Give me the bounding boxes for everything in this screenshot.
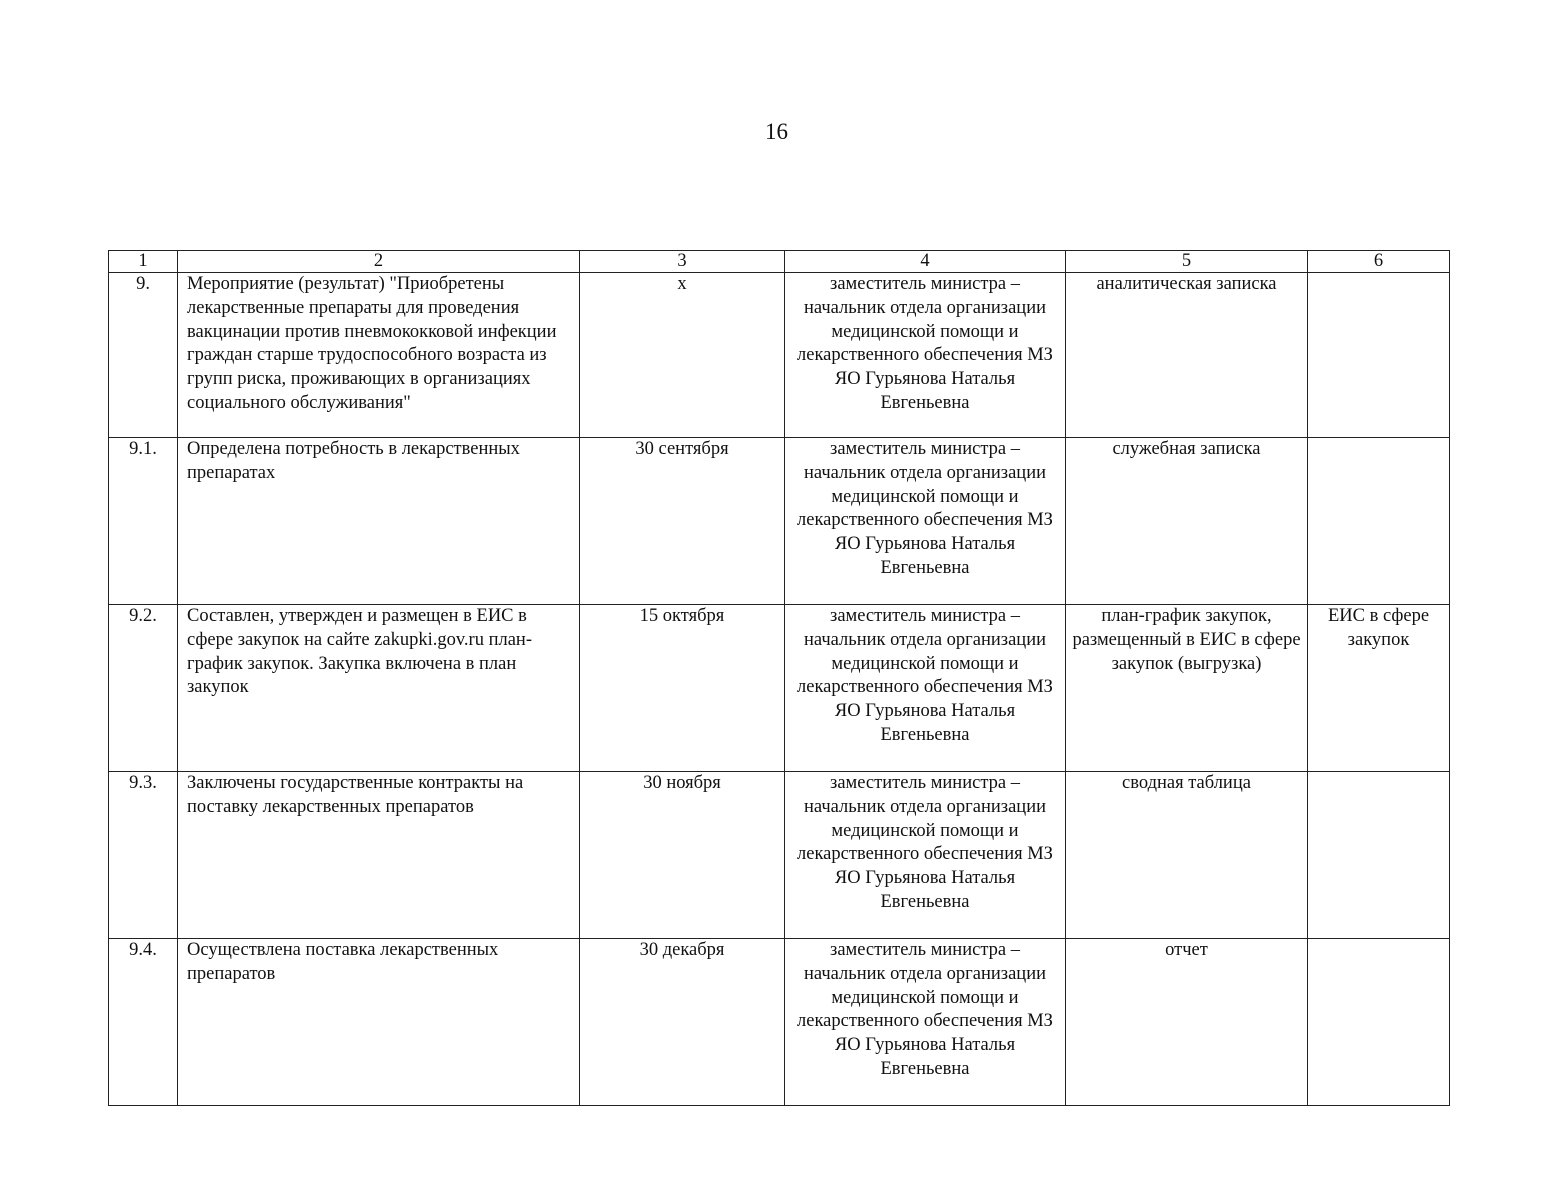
row-number: 9. xyxy=(109,273,178,438)
row-deadline: х xyxy=(580,273,785,438)
header-cell: 1 xyxy=(109,251,178,273)
header-cell: 5 xyxy=(1066,251,1308,273)
row-document: аналитическая записка xyxy=(1066,273,1308,438)
row-system xyxy=(1308,438,1450,605)
table-row xyxy=(109,939,1450,1106)
row-system xyxy=(1308,273,1450,438)
row-system xyxy=(1308,772,1450,939)
table-row xyxy=(109,605,1450,772)
row-description: Составлен, утвержден и размещен в ЕИС в сфере закупок на сайте zakupki.gov.ru план-график закупок. Закупка включена в план закупок xyxy=(178,605,580,772)
row-description: Заключены государственные контракты на поставку лекарственных препаратов xyxy=(178,772,580,939)
row-description: Мероприятие (результат) "Приобретены лекарственные препараты для проведения вакцинации против пневмококковой инфекции граждан старше трудоспособного возраста из групп риска, проживающих в организациях социального обслуживания" xyxy=(178,273,580,438)
header-cell: 2 xyxy=(178,251,580,273)
row-responsible: заместитель министра – начальник отдела организации медицинской помощи и лекарственного обеспечения МЗ ЯО Гурьянова Наталья Евгеньевна xyxy=(785,939,1066,1106)
table-row xyxy=(109,772,1450,939)
plan-table xyxy=(108,250,1450,1106)
row-document: план-график закупок, размещенный в ЕИС в сфере закупок (выгрузка) xyxy=(1066,605,1308,772)
row-deadline: 15 октября xyxy=(580,605,785,772)
row-responsible: заместитель министра – начальник отдела организации медицинской помощи и лекарственного обеспечения МЗ ЯО Гурьянова Наталья Евгеньевна xyxy=(785,605,1066,772)
row-responsible: заместитель министра – начальник отдела организации медицинской помощи и лекарственного обеспечения МЗ ЯО Гурьянова Наталья Евгеньевна xyxy=(785,273,1066,438)
row-system: ЕИС в сфере закупок xyxy=(1308,605,1450,772)
table-header-row xyxy=(109,251,1450,273)
row-document: сводная таблица xyxy=(1066,772,1308,939)
row-number: 9.3. xyxy=(109,772,178,939)
header-cell: 6 xyxy=(1308,251,1450,273)
row-number: 9.4. xyxy=(109,939,178,1106)
row-deadline: 30 сентября xyxy=(580,438,785,605)
row-deadline: 30 декабря xyxy=(580,939,785,1106)
table-row xyxy=(109,438,1450,605)
page-number: 16 xyxy=(765,119,788,144)
row-system xyxy=(1308,939,1450,1106)
row-number: 9.1. xyxy=(109,438,178,605)
table-row xyxy=(109,273,1450,438)
row-responsible: заместитель министра – начальник отдела организации медицинской помощи и лекарственного обеспечения МЗ ЯО Гурьянова Наталья Евгеньевна xyxy=(785,438,1066,605)
row-document: служебная записка xyxy=(1066,438,1308,605)
row-deadline: 30 ноября xyxy=(580,772,785,939)
row-description: Осуществлена поставка лекарственных препаратов xyxy=(178,939,580,1106)
row-number: 9.2. xyxy=(109,605,178,772)
header-cell: 4 xyxy=(785,251,1066,273)
row-document: отчет xyxy=(1066,939,1308,1106)
row-description: Определена потребность в лекарственных препаратах xyxy=(178,438,580,605)
row-responsible: заместитель министра – начальник отдела организации медицинской помощи и лекарственного обеспечения МЗ ЯО Гурьянова Наталья Евгеньевна xyxy=(785,772,1066,939)
header-cell: 3 xyxy=(580,251,785,273)
